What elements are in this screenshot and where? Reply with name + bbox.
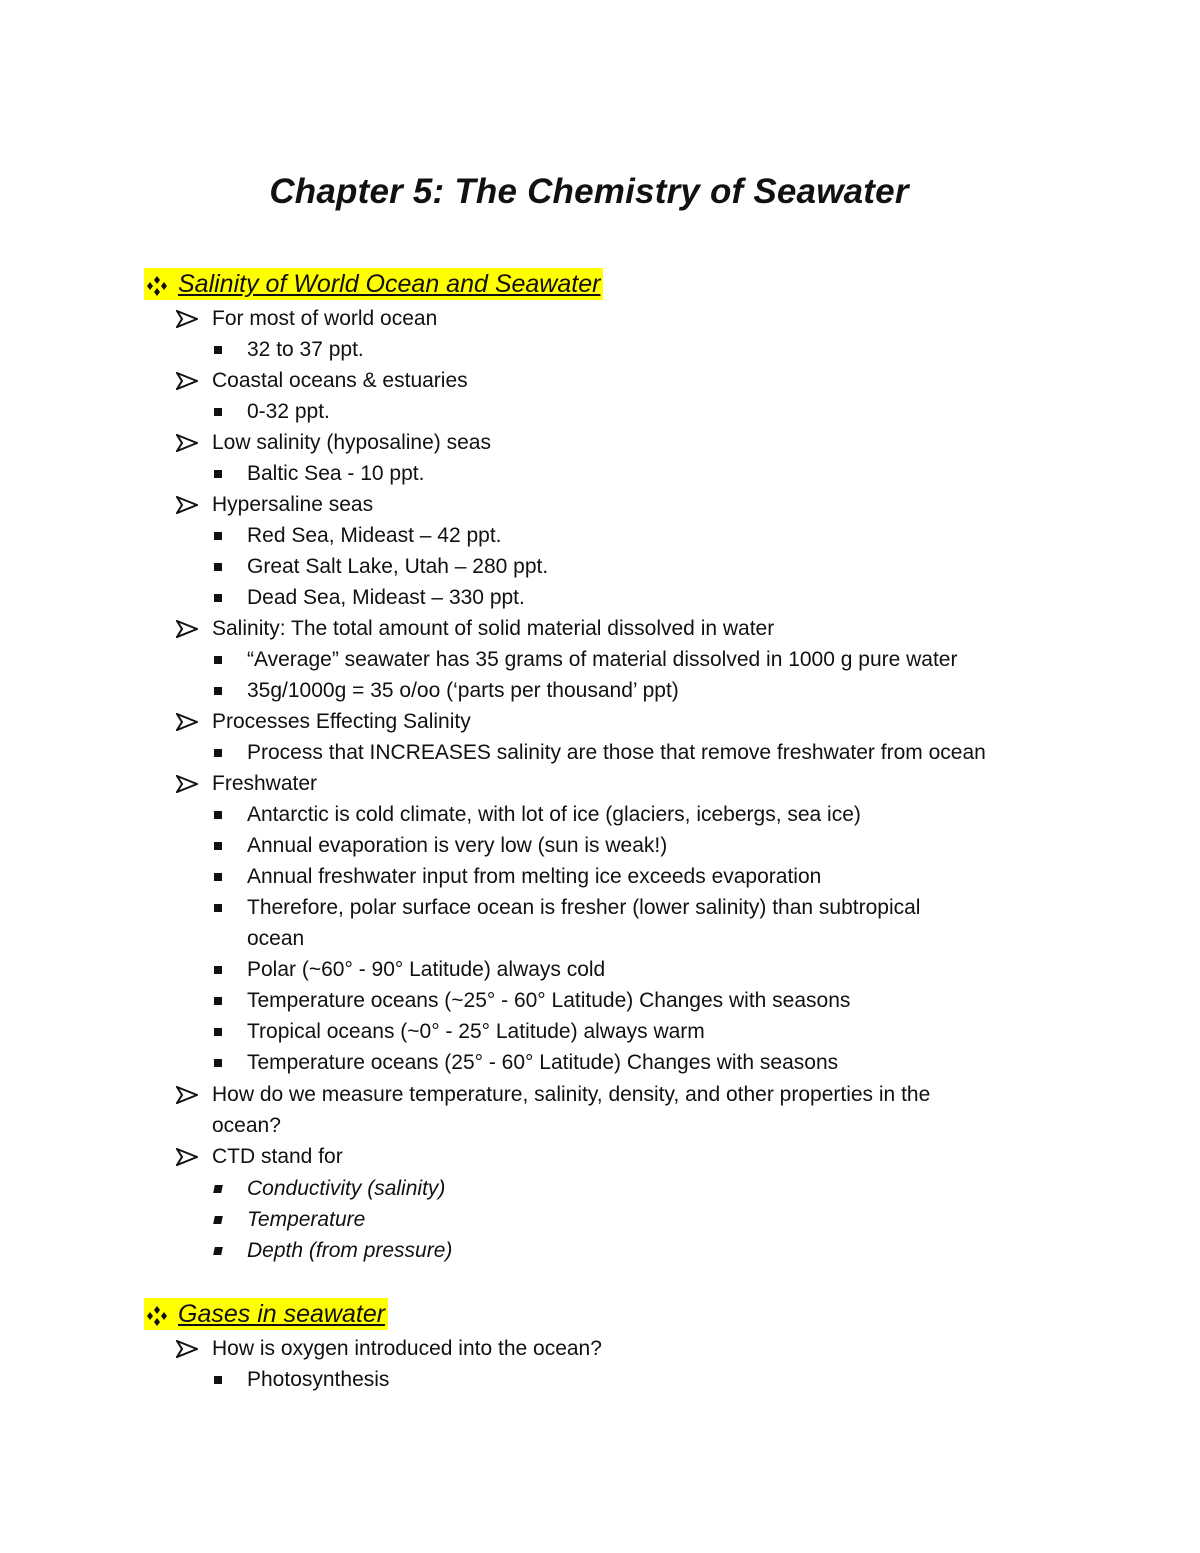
arrow-bullet-icon bbox=[176, 434, 198, 452]
sub-list-item: Temperature oceans (~25° - 60° Latitude) Changes with seasons bbox=[247, 989, 851, 1012]
sub-list-item: 35g/1000g = 35 o/oo (‘parts per thousand’ ppt) bbox=[247, 679, 679, 702]
sub-list-item: 0-32 ppt. bbox=[247, 400, 330, 423]
list-item: Coastal oceans & estuaries bbox=[212, 369, 468, 392]
square-bullet-icon bbox=[214, 687, 222, 695]
arrow-bullet-icon bbox=[176, 713, 198, 731]
list-item-continuation: ocean? bbox=[212, 1114, 281, 1137]
list-item: Salinity: The total amount of solid material dissolved in water bbox=[212, 617, 775, 640]
list-item: How is oxygen introduced into the ocean? bbox=[212, 1337, 602, 1360]
sub-list-item: Tropical oceans (~0° - 25° Latitude) always warm bbox=[247, 1020, 705, 1043]
sub-list-item: Conductivity (salinity) bbox=[247, 1177, 446, 1200]
page-title: Chapter 5: The Chemistry of Seawater bbox=[269, 172, 909, 211]
sub-list-item: Therefore, polar surface ocean is fresher (lower salinity) than subtropical bbox=[247, 896, 921, 919]
diamond-bullet-icon bbox=[144, 276, 170, 296]
sub-list-item: Process that INCREASES salinity are those that remove freshwater from ocean bbox=[247, 741, 986, 764]
arrow-bullet-icon bbox=[176, 1086, 198, 1104]
square-bullet-icon bbox=[214, 1376, 222, 1384]
list-item: Freshwater bbox=[212, 772, 318, 795]
sub-list-item: Red Sea, Mideast – 42 ppt. bbox=[247, 524, 502, 547]
sub-list-item: Great Salt Lake, Utah – 280 ppt. bbox=[247, 555, 549, 578]
sub-list-item: Polar (~60° - 90° Latitude) always cold bbox=[247, 958, 606, 981]
square-bullet-icon bbox=[214, 656, 222, 664]
arrow-bullet-icon bbox=[176, 775, 198, 793]
sub-list-item: 32 to 37 ppt. bbox=[247, 338, 364, 361]
sub-list-item: Depth (from pressure) bbox=[247, 1239, 453, 1262]
square-bullet-icon bbox=[214, 873, 222, 881]
square-bullet-icon bbox=[214, 997, 222, 1005]
arrow-bullet-icon bbox=[176, 1148, 198, 1166]
section-heading-text: Salinity of World Ocean and Seawater bbox=[176, 268, 603, 300]
sub-list-item: Temperature bbox=[247, 1208, 366, 1231]
diamond-bullet-icon bbox=[144, 1306, 170, 1326]
square-bullet-icon bbox=[213, 1247, 223, 1255]
square-bullet-icon bbox=[213, 1185, 223, 1193]
square-bullet-icon bbox=[214, 1059, 222, 1067]
arrow-bullet-icon bbox=[176, 620, 198, 638]
sub-list-item: Annual evaporation is very low (sun is weak!) bbox=[247, 834, 668, 857]
square-bullet-icon bbox=[213, 1216, 223, 1224]
square-bullet-icon bbox=[214, 563, 222, 571]
list-item: For most of world ocean bbox=[212, 307, 438, 330]
arrow-bullet-icon bbox=[176, 496, 198, 514]
sub-list-item: Baltic Sea - 10 ppt. bbox=[247, 462, 425, 485]
sub-list-item: “Average” seawater has 35 grams of material dissolved in 1000 g pure water bbox=[247, 648, 958, 671]
square-bullet-icon bbox=[214, 749, 222, 757]
sub-list-item: Annual freshwater input from melting ice exceeds evaporation bbox=[247, 865, 822, 888]
square-bullet-icon bbox=[214, 842, 222, 850]
square-bullet-icon bbox=[214, 594, 222, 602]
section-heading-text: Gases in seawater bbox=[176, 1298, 388, 1330]
square-bullet-icon bbox=[214, 811, 222, 819]
arrow-bullet-icon bbox=[176, 1340, 198, 1358]
square-bullet-icon bbox=[214, 346, 222, 354]
list-item: Hypersaline seas bbox=[212, 493, 374, 516]
sub-list-item: Antarctic is cold climate, with lot of ice (glaciers, icebergs, sea ice) bbox=[247, 803, 861, 826]
square-bullet-icon bbox=[214, 470, 222, 478]
square-bullet-icon bbox=[214, 966, 222, 974]
square-bullet-icon bbox=[214, 408, 222, 416]
sub-list-item: Dead Sea, Mideast – 330 ppt. bbox=[247, 586, 525, 609]
square-bullet-icon bbox=[214, 532, 222, 540]
sub-list-item: Temperature oceans (25° - 60° Latitude) Changes with seasons bbox=[247, 1051, 839, 1074]
square-bullet-icon bbox=[214, 1028, 222, 1036]
arrow-bullet-icon bbox=[176, 310, 198, 328]
list-item: Low salinity (hyposaline) seas bbox=[212, 431, 491, 454]
square-bullet-icon bbox=[214, 904, 222, 912]
sub-list-item: Photosynthesis bbox=[247, 1368, 390, 1391]
arrow-bullet-icon bbox=[176, 372, 198, 390]
list-item: How do we measure temperature, salinity, density, and other properties in the bbox=[212, 1083, 931, 1106]
list-item: CTD stand for bbox=[212, 1145, 343, 1168]
sub-list-item-continuation: ocean bbox=[247, 927, 305, 950]
list-item: Processes Effecting Salinity bbox=[212, 710, 471, 733]
